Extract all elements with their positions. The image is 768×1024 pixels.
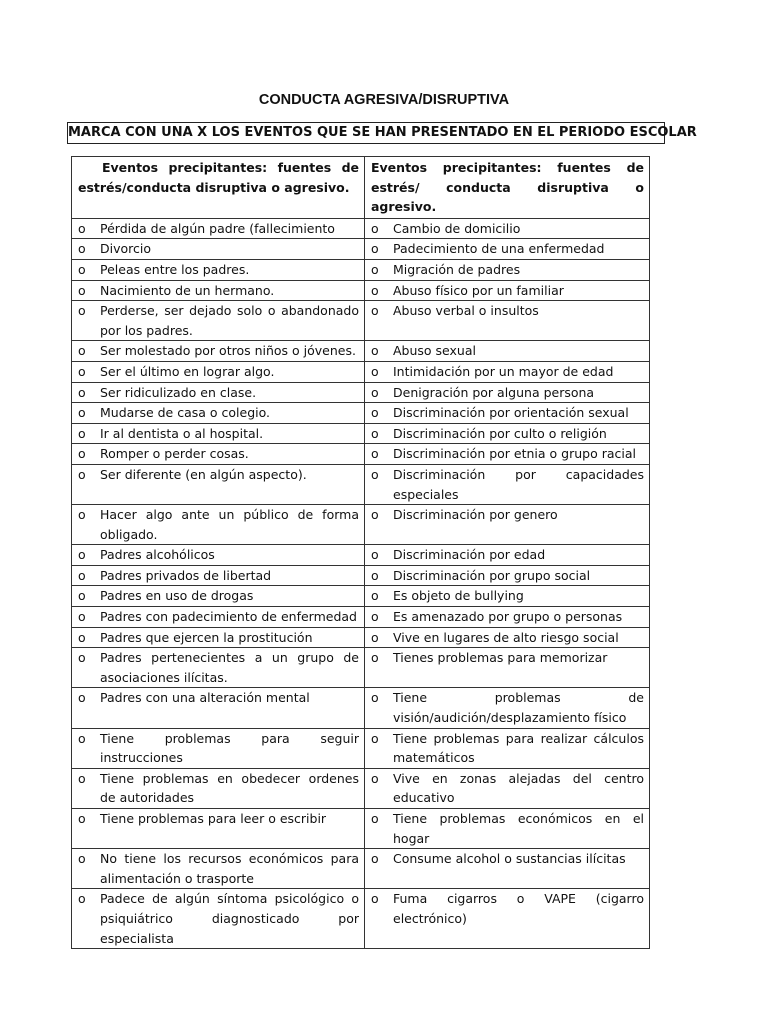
event-item: [371, 260, 644, 280]
event-item: [78, 586, 359, 606]
event-cell-right: [365, 607, 650, 628]
event-label: Es objeto de bullying: [393, 588, 524, 604]
events-table: [71, 156, 650, 949]
event-cell-left: [72, 382, 365, 403]
checkbox-bullet-icon: o: [371, 891, 379, 907]
event-item: [78, 281, 359, 301]
checkbox-bullet-icon: o: [371, 730, 379, 746]
table-row: [72, 444, 650, 465]
event-cell-left: [72, 607, 365, 628]
table-header-row: [72, 157, 650, 219]
event-label: Ser el último en lograr algo.: [100, 363, 275, 379]
event-item: [371, 566, 644, 586]
event-label: Discriminación por grupo social: [393, 567, 591, 583]
checkbox-bullet-icon: o: [78, 282, 86, 298]
table-row: [72, 382, 650, 403]
checkbox-bullet-icon: o: [78, 891, 86, 907]
table-row: [72, 218, 650, 239]
event-item: [371, 688, 644, 727]
checkbox-bullet-icon: o: [371, 405, 379, 421]
event-label: Nacimiento de un hermano.: [100, 282, 275, 298]
event-label: Abuso sexual: [393, 343, 476, 359]
event-item: [78, 809, 359, 829]
table-row: [72, 809, 650, 849]
event-cell-right: [365, 423, 650, 444]
checkbox-bullet-icon: o: [371, 466, 379, 482]
event-label: Discriminación por capacidades especiales: [393, 466, 644, 502]
table-row: [72, 607, 650, 628]
event-label: Discriminación por genero: [393, 507, 558, 523]
event-item: [371, 849, 644, 869]
table-row: [72, 239, 650, 260]
event-cell-right: [365, 239, 650, 260]
event-label: Ser diferente (en algún aspecto).: [100, 466, 307, 482]
checkbox-bullet-icon: o: [78, 466, 86, 482]
event-label: Cambio de domicilio: [393, 220, 521, 236]
event-cell-right: [365, 280, 650, 301]
checkbox-bullet-icon: o: [371, 650, 379, 666]
table-row: [72, 280, 650, 301]
event-item: [371, 219, 644, 239]
event-item: [78, 648, 359, 687]
event-label: Fuma cigarros o VAPE (cigarro electrónico): [393, 891, 644, 926]
event-label: Tiene problemas económicos en el hogar: [393, 811, 644, 846]
event-cell-left: [72, 889, 365, 949]
table-row: [72, 849, 650, 889]
checkbox-bullet-icon: o: [78, 507, 86, 523]
event-item: [78, 545, 359, 565]
event-item: [371, 465, 644, 504]
event-label: Ser ridiculizado en clase.: [100, 384, 257, 400]
event-label: Abuso verbal o insultos: [393, 303, 539, 319]
event-cell-left: [72, 423, 365, 444]
checkbox-bullet-icon: o: [371, 609, 379, 625]
checkbox-bullet-icon: o: [78, 547, 86, 563]
event-cell-left: [72, 648, 365, 688]
event-item: [78, 505, 359, 544]
instruction-box: MARCA CON UNA X LOS EVENTOS QUE SE HAN PRESENTADO EN EL PERIODO ESCOLAR: [67, 122, 665, 144]
event-item: [371, 809, 644, 848]
event-label: Padecimiento de una enfermedad: [393, 241, 605, 257]
checkbox-bullet-icon: o: [371, 425, 379, 441]
checkbox-bullet-icon: o: [371, 547, 379, 563]
event-item: [371, 301, 644, 321]
checkbox-bullet-icon: o: [78, 811, 86, 826]
checkbox-bullet-icon: o: [78, 241, 86, 257]
event-cell-right: [365, 464, 650, 504]
event-label: Discriminación por etnia o grupo racial: [393, 446, 636, 462]
event-label: Tiene problemas para leer o escribir: [100, 811, 327, 826]
event-cell-right: [365, 403, 650, 424]
event-label: Tiene problemas para seguir instrucciones: [100, 730, 359, 766]
event-item: [78, 219, 359, 239]
event-item: [371, 769, 644, 808]
event-cell-left: [72, 464, 365, 504]
checkbox-bullet-icon: o: [371, 343, 379, 359]
event-item: [78, 383, 359, 403]
event-item: [371, 362, 644, 382]
event-item: [78, 607, 359, 627]
event-item: [78, 465, 359, 485]
event-cell-left: [72, 341, 365, 362]
checkbox-bullet-icon: o: [371, 851, 379, 867]
event-item: [371, 341, 644, 361]
event-label: Vive en lugares de alto riesgo social: [393, 629, 619, 645]
event-label: Peleas entre los padres.: [100, 261, 250, 277]
checkbox-bullet-icon: o: [78, 588, 86, 604]
checkbox-bullet-icon: o: [371, 567, 379, 583]
event-cell-left: [72, 259, 365, 280]
event-cell-right: [365, 259, 650, 280]
event-label: Padres con padecimiento de enfermedad: [100, 609, 357, 625]
event-label: Tiene problemas para realizar cálculos matemáticos: [393, 730, 644, 766]
checkbox-bullet-icon: o: [371, 384, 379, 400]
event-cell-right: [365, 889, 650, 949]
document-title: CONDUCTA AGRESIVA/DISRUPTIVA: [258, 92, 510, 108]
table-row: [72, 889, 650, 949]
event-cell-right: [365, 301, 650, 341]
event-cell-left: [72, 444, 365, 465]
checkbox-bullet-icon: o: [78, 303, 86, 319]
event-item: [371, 628, 644, 648]
event-cell-right: [365, 768, 650, 808]
event-label: Discriminación por orientación sexual: [393, 405, 629, 421]
event-label: Mudarse de casa o colegio.: [100, 405, 271, 421]
column-header-right: Eventos precipitantes: fuentes de estrés/ conducta disruptiva o agresivo.: [365, 157, 650, 219]
event-cell-right: [365, 648, 650, 688]
checkbox-bullet-icon: o: [371, 690, 379, 706]
event-item: [78, 424, 359, 444]
checkbox-bullet-icon: o: [78, 343, 86, 359]
checkbox-bullet-icon: o: [371, 507, 379, 523]
event-label: Abuso físico por un familiar: [393, 282, 564, 298]
checkbox-bullet-icon: o: [78, 609, 86, 625]
checkbox-bullet-icon: o: [371, 220, 379, 236]
column-header-left: Eventos precipitantes: fuentes de estrés/conducta disruptiva o agresivo.: [72, 157, 365, 219]
checkbox-bullet-icon: o: [78, 363, 86, 379]
table-row: [72, 728, 650, 768]
event-cell-left: [72, 565, 365, 586]
event-cell-left: [72, 301, 365, 341]
event-item: [78, 239, 359, 259]
event-label: Padece de algún síntoma psicológico o psiquiátrico diagnosticado por especialista: [100, 891, 359, 946]
table-row: [72, 361, 650, 382]
event-label: Tiene problemas en obedecer ordenes de autoridades: [100, 770, 359, 806]
event-item: [371, 403, 644, 423]
checkbox-bullet-icon: o: [371, 282, 379, 298]
event-cell-left: [72, 545, 365, 566]
event-label: Es amenazado por grupo o personas: [393, 609, 623, 625]
checkbox-bullet-icon: o: [371, 770, 379, 786]
checkbox-bullet-icon: o: [371, 811, 379, 826]
event-cell-left: [72, 239, 365, 260]
event-cell-right: [365, 849, 650, 889]
event-cell-left: [72, 768, 365, 808]
event-cell-right: [365, 545, 650, 566]
event-cell-right: [365, 809, 650, 849]
checkbox-bullet-icon: o: [78, 425, 86, 441]
event-label: Pérdida de algún padre (fallecimiento: [100, 220, 335, 236]
event-label: Consume alcohol o sustancias ilícitas: [393, 851, 626, 867]
table-row: [72, 565, 650, 586]
event-label: Ir al dentista o al hospital.: [100, 425, 264, 441]
event-label: Ser molestado por otros niños o jóvenes.: [100, 343, 356, 359]
checkbox-bullet-icon: o: [78, 567, 86, 583]
event-item: [78, 444, 359, 464]
event-item: [371, 607, 644, 627]
event-item: [78, 341, 359, 361]
event-cell-left: [72, 627, 365, 648]
event-item: [371, 889, 644, 928]
event-label: Padres pertenecientes a un grupo de asociaciones ilícitas.: [100, 650, 359, 685]
event-cell-right: [365, 627, 650, 648]
table-row: [72, 464, 650, 504]
event-item: [371, 424, 644, 444]
checkbox-bullet-icon: o: [78, 405, 86, 421]
table-row: [72, 341, 650, 362]
event-label: Discriminación por edad: [393, 547, 546, 563]
event-cell-right: [365, 218, 650, 239]
table-row: [72, 545, 650, 566]
event-cell-left: [72, 688, 365, 728]
event-item: [78, 729, 359, 768]
table-row: [72, 403, 650, 424]
event-item: [78, 301, 359, 340]
event-item: [78, 769, 359, 808]
event-item: [371, 648, 644, 668]
event-label: No tiene los recursos económicos para alimentación o trasporte: [100, 851, 359, 886]
checkbox-bullet-icon: o: [371, 363, 379, 379]
event-label: Padres que ejercen la prostitución: [100, 629, 313, 645]
event-item: [78, 688, 359, 708]
checkbox-bullet-icon: o: [371, 241, 379, 257]
table-row: [72, 768, 650, 808]
event-cell-left: [72, 403, 365, 424]
event-label: Vive en zonas alejadas del centro educativo: [393, 770, 644, 806]
event-cell-left: [72, 505, 365, 545]
event-item: [78, 260, 359, 280]
checkbox-bullet-icon: o: [78, 770, 86, 786]
checkbox-bullet-icon: o: [78, 690, 86, 706]
event-cell-left: [72, 361, 365, 382]
checkbox-bullet-icon: o: [371, 588, 379, 604]
event-item: [78, 889, 359, 948]
checkbox-bullet-icon: o: [78, 384, 86, 400]
checkbox-bullet-icon: o: [78, 851, 86, 867]
table-body: [72, 218, 650, 948]
event-label: Divorcio: [100, 241, 152, 257]
event-item: [371, 545, 644, 565]
checkbox-bullet-icon: o: [371, 303, 379, 319]
event-item: [78, 566, 359, 586]
event-item: [78, 849, 359, 888]
event-label: Hacer algo ante un público de forma obligado.: [100, 507, 359, 542]
event-item: [371, 444, 644, 464]
event-item: [78, 628, 359, 648]
event-label: Padres alcohólicos: [100, 547, 215, 563]
checkbox-bullet-icon: o: [78, 446, 86, 462]
event-label: Tienes problemas para memorizar: [393, 650, 608, 666]
event-cell-left: [72, 728, 365, 768]
event-item: [371, 239, 644, 259]
checkbox-bullet-icon: o: [78, 261, 86, 277]
event-label: Padres en uso de drogas: [100, 588, 254, 604]
checkbox-bullet-icon: o: [78, 220, 86, 236]
event-cell-right: [365, 341, 650, 362]
event-label: Padres privados de libertad: [100, 567, 272, 583]
event-cell-right: [365, 688, 650, 728]
event-cell-left: [72, 218, 365, 239]
event-label: Romper o perder cosas.: [100, 446, 249, 462]
event-item: [371, 729, 644, 768]
event-cell-right: [365, 444, 650, 465]
table-row: [72, 688, 650, 728]
event-label: Intimidación por un mayor de edad: [393, 363, 614, 379]
event-label: Migración de padres: [393, 261, 521, 277]
event-item: [78, 403, 359, 423]
event-cell-right: [365, 382, 650, 403]
table-row: [72, 586, 650, 607]
checkbox-bullet-icon: o: [371, 629, 379, 645]
checkbox-bullet-icon: o: [371, 446, 379, 462]
checkbox-bullet-icon: o: [371, 261, 379, 277]
checkbox-bullet-icon: o: [78, 629, 86, 645]
event-cell-right: [365, 586, 650, 607]
event-label: Tiene problemas de visión/audición/desplazamiento físico: [393, 690, 644, 726]
table-row: [72, 423, 650, 444]
event-cell-right: [365, 505, 650, 545]
event-item: [371, 505, 644, 525]
event-label: Discriminación por culto o religión: [393, 425, 607, 441]
event-item: [371, 383, 644, 403]
event-item: [371, 586, 644, 606]
table-row: [72, 627, 650, 648]
event-item: [371, 281, 644, 301]
table-row: [72, 648, 650, 688]
checkbox-bullet-icon: o: [78, 730, 86, 746]
event-item: [78, 362, 359, 382]
table-row: [72, 301, 650, 341]
event-cell-right: [365, 565, 650, 586]
event-label: Padres con una alteración mental: [100, 690, 310, 706]
event-label: Denigración por alguna persona: [393, 384, 595, 400]
event-cell-left: [72, 280, 365, 301]
table-row: [72, 505, 650, 545]
event-label: Perderse, ser dejado solo o abandonado por los padres.: [100, 303, 359, 338]
table-row: [72, 259, 650, 280]
event-cell-left: [72, 586, 365, 607]
event-cell-left: [72, 809, 365, 849]
event-cell-right: [365, 361, 650, 382]
event-cell-right: [365, 728, 650, 768]
event-cell-left: [72, 849, 365, 889]
checkbox-bullet-icon: o: [78, 650, 86, 666]
